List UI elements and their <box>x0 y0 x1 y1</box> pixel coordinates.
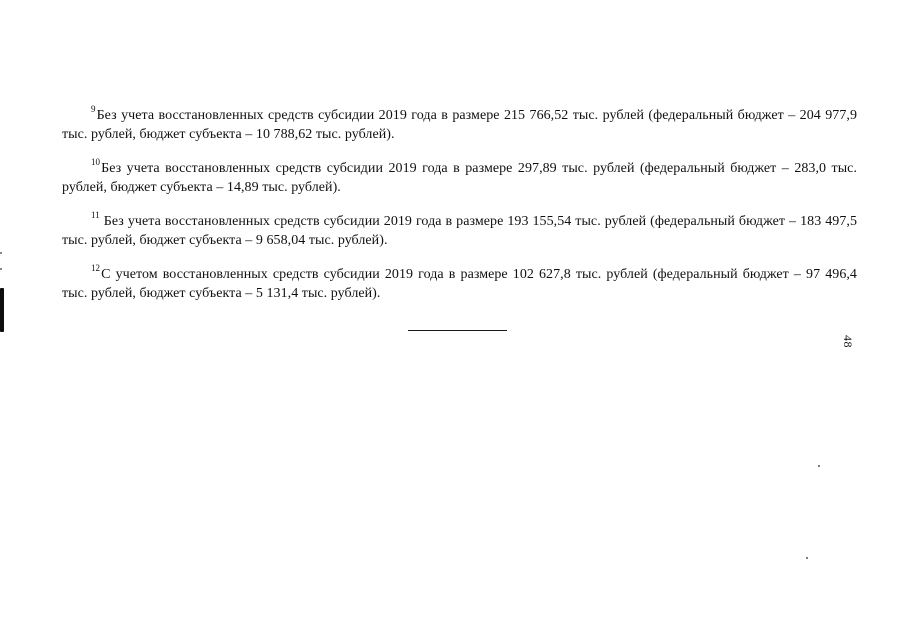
binding-mark <box>0 288 4 332</box>
footnote-12 <box>62 265 857 303</box>
page-number: 48 <box>841 335 855 348</box>
binding-dot <box>0 252 2 254</box>
footnote-text: Без учета восстановленных средств субсидии 2019 года в размере 215 766,52 тыс. рублей (федеральный бюджет – 204 977,9 тыс. рублей, бюджет субъекта – 10 788,62 тыс. рублей). <box>62 108 857 142</box>
scan-speck <box>806 557 808 559</box>
footnotes-block <box>62 106 857 318</box>
binding-dot <box>0 268 2 270</box>
end-divider-line <box>408 330 507 331</box>
footnote-text: С учетом восстановленных средств субсидии 2019 года в размере 102 627,8 тыс. рублей (федеральный бюджет – 97 496,4 тыс. рублей, бюджет субъекта – 5 131,4 тыс. рублей). <box>62 267 857 301</box>
footnote-marker: 11 <box>91 210 100 221</box>
footnote-marker: 12 <box>91 263 101 274</box>
footnote-marker: 10 <box>91 157 101 168</box>
scan-speck <box>818 465 820 467</box>
footnote-text: Без учета восстановленных средств субсидии 2019 года в размере 297,89 тыс. рублей (федеральный бюджет – 283,0 тыс. рублей, бюджет субъекта – 14,89 тыс. рублей). <box>62 161 857 195</box>
footnote-10 <box>62 159 857 197</box>
footnote-marker: 9 <box>91 104 96 115</box>
footnote-11 <box>62 212 857 250</box>
footnote-9 <box>62 106 857 144</box>
footnote-text: Без учета восстановленных средств субсидии 2019 года в размере 193 155,54 тыс. рублей (федеральный бюджет – 183 497,5 тыс. рублей, бюджет субъекта – 9 658,04 тыс. рублей). <box>62 214 857 248</box>
